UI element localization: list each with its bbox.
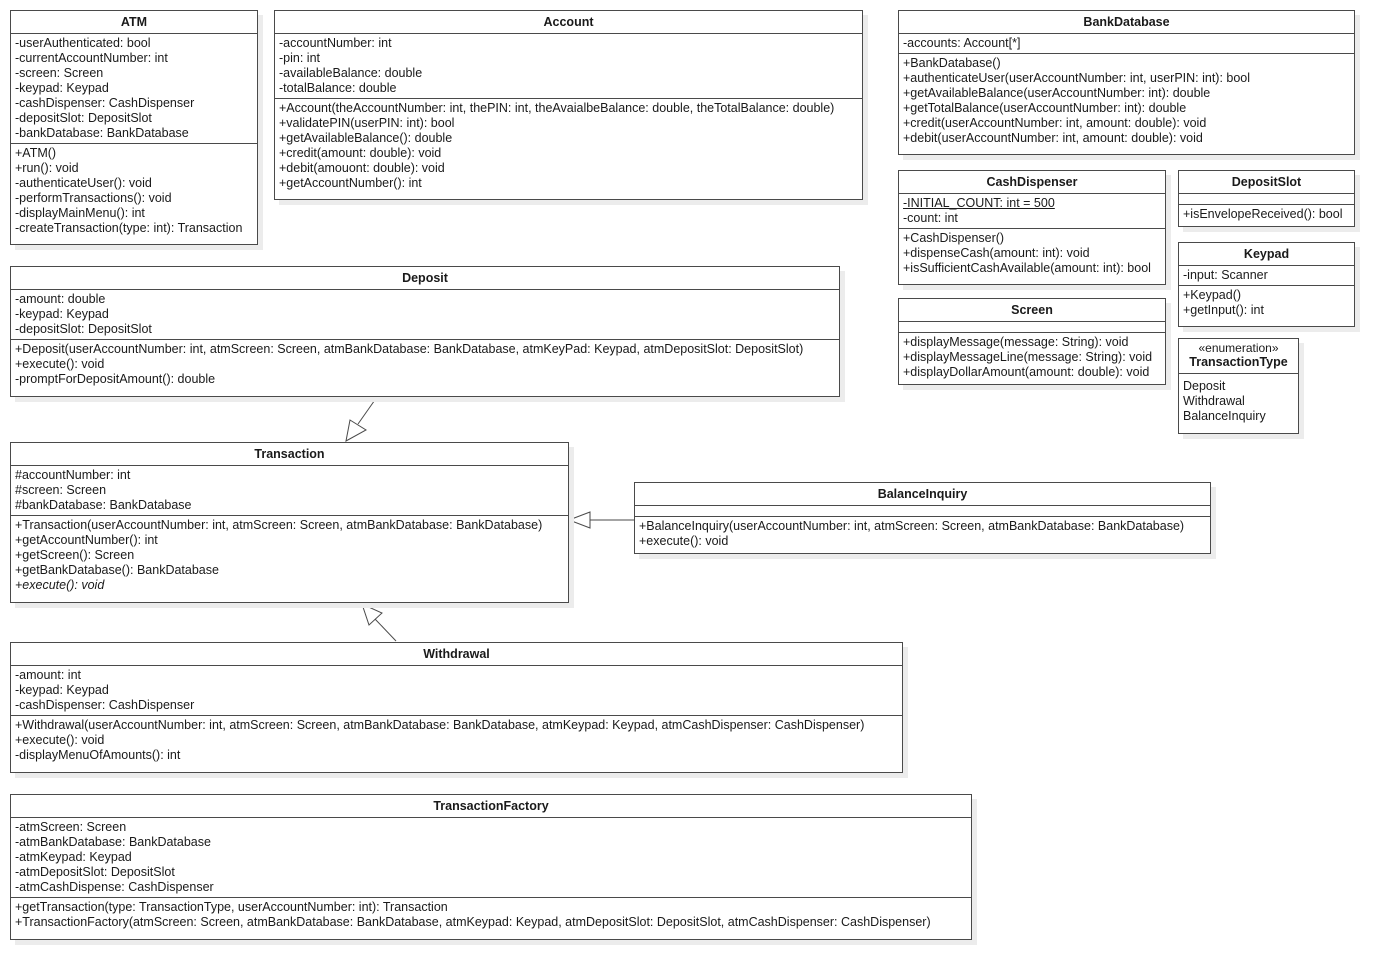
member-row: +getAccountNumber(): int bbox=[279, 176, 422, 190]
attributes-compartment bbox=[11, 818, 971, 897]
class-depositslot[interactable] bbox=[1178, 170, 1355, 227]
member-row: -currentAccountNumber: int bbox=[15, 51, 168, 65]
member-row: -depositSlot: DepositSlot bbox=[15, 111, 152, 125]
member-row: -atmCashDispense: CashDispenser bbox=[15, 880, 214, 894]
member-row: -authenticateUser(): void bbox=[15, 176, 152, 190]
class-name: TransactionFactory bbox=[11, 795, 971, 818]
class-name: BankDatabase bbox=[899, 11, 1354, 34]
member-row: -displayMenuOfAmounts(): int bbox=[15, 748, 181, 762]
member-row: -count: int bbox=[903, 211, 958, 225]
member-row: +CashDispenser() bbox=[903, 231, 1005, 245]
attributes-compartment bbox=[899, 34, 1354, 53]
member-row: +Keypad() bbox=[1183, 288, 1242, 302]
class-transaction[interactable] bbox=[10, 442, 569, 603]
enum-name: TransactionType bbox=[1189, 355, 1288, 369]
attributes-compartment bbox=[899, 322, 1165, 332]
class-name: DepositSlot bbox=[1179, 171, 1354, 194]
member-row: BalanceInquiry bbox=[1183, 409, 1266, 423]
edge-deposit-to-transaction bbox=[358, 397, 377, 424]
member-row: +credit(userAccountNumber: int, amount: double): void bbox=[903, 116, 1207, 130]
member-row: +Transaction(userAccountNumber: int, atmScreen: Screen, atmBankDatabase: BankDatabase) bbox=[15, 518, 543, 532]
class-atm[interactable] bbox=[10, 10, 258, 245]
member-row: +getBankDatabase(): BankDatabase bbox=[15, 563, 219, 577]
operations-compartment bbox=[899, 332, 1165, 382]
member-row: -atmDepositSlot: DepositSlot bbox=[15, 865, 175, 879]
member-row: +Withdrawal(userAccountNumber: int, atmScreen: Screen, atmBankDatabase: BankDatabase, atmKeypad: Keypad, atmCashDispenser: CashDispenser) bbox=[15, 718, 865, 732]
member-row: +debit(amouont: double): void bbox=[279, 161, 445, 175]
operations-compartment bbox=[899, 53, 1354, 148]
class-screen[interactable] bbox=[898, 298, 1166, 385]
member-row: +displayMessageLine(message: String): void bbox=[903, 350, 1153, 364]
member-row: -atmScreen: Screen bbox=[15, 820, 127, 834]
class-name: CashDispenser bbox=[899, 171, 1165, 194]
class-name: Keypad bbox=[1179, 243, 1354, 266]
attributes-compartment bbox=[11, 466, 568, 515]
attributes-compartment bbox=[11, 666, 902, 715]
member-row: +isSufficientCashAvailable(amount: int): bool bbox=[903, 261, 1151, 275]
member-row: +execute(): void bbox=[15, 357, 105, 371]
member-row: -depositSlot: DepositSlot bbox=[15, 322, 152, 336]
operations-compartment bbox=[1179, 285, 1354, 320]
generalization-arrowhead-deposit bbox=[346, 420, 366, 441]
generalization-arrowhead-withdrawal bbox=[362, 604, 382, 625]
class-cashdispenser[interactable] bbox=[898, 170, 1166, 285]
operations-compartment bbox=[11, 715, 902, 765]
member-row: -cashDispenser: CashDispenser bbox=[15, 96, 195, 110]
member-row: +getTransaction(type: TransactionType, userAccountNumber: int): Transaction bbox=[15, 900, 448, 914]
class-name: Transaction bbox=[11, 443, 568, 466]
member-row: +execute(): void bbox=[15, 578, 105, 592]
generalization-arrowhead-balanceinquiry bbox=[569, 512, 590, 528]
member-row: -keypad: Keypad bbox=[15, 307, 109, 321]
member-row: +TransactionFactory(atmScreen: Screen, atmBankDatabase: BankDatabase, atmKeypad: Keypad, atmDepositSlot: DepositSlot, atmCashDispenser: CashDispenser) bbox=[15, 915, 931, 929]
enum-transactiontype[interactable] bbox=[1178, 338, 1299, 434]
class-name: Withdrawal bbox=[11, 643, 902, 666]
class-name: Deposit bbox=[11, 267, 839, 290]
member-row: +ATM() bbox=[15, 146, 57, 160]
member-row: +validatePIN(userPIN: int): bool bbox=[279, 116, 455, 130]
member-row: +debit(userAccountNumber: int, amount: double): void bbox=[903, 131, 1203, 145]
member-row: +Deposit(userAccountNumber: int, atmScreen: Screen, atmBankDatabase: BankDatabase, atmKeyPad: Keypad, atmDepositSlot: DepositSlot) bbox=[15, 342, 804, 356]
member-row: -bankDatabase: BankDatabase bbox=[15, 126, 189, 140]
operations-compartment bbox=[11, 339, 839, 389]
class-deposit[interactable] bbox=[10, 266, 840, 397]
operations-compartment bbox=[11, 897, 971, 932]
member-row: +execute(): void bbox=[639, 534, 729, 548]
attributes-compartment bbox=[11, 34, 257, 143]
member-row: -screen: Screen bbox=[15, 66, 104, 80]
member-row: -atmKeypad: Keypad bbox=[15, 850, 132, 864]
member-row: -keypad: Keypad bbox=[15, 81, 109, 95]
operations-compartment bbox=[11, 515, 568, 595]
member-row: +credit(amount: double): void bbox=[279, 146, 442, 160]
member-row: +getAvailableBalance(userAccountNumber: int): double bbox=[903, 86, 1211, 100]
member-row: -amount: double bbox=[15, 292, 106, 306]
enum-stereotype: «enumeration» bbox=[1198, 341, 1279, 355]
member-row: -createTransaction(type: int): Transaction bbox=[15, 221, 243, 235]
member-row: -totalBalance: double bbox=[279, 81, 397, 95]
class-balanceinquiry[interactable] bbox=[634, 482, 1211, 554]
member-row: -accounts: Account[*] bbox=[903, 36, 1021, 50]
class-bankdatabase[interactable] bbox=[898, 10, 1355, 155]
member-row: +getInput(): int bbox=[1183, 303, 1264, 317]
member-row: #screen: Screen bbox=[15, 483, 107, 497]
attributes-compartment bbox=[11, 290, 839, 339]
member-row: -availableBalance: double bbox=[279, 66, 423, 80]
class-withdrawal[interactable] bbox=[10, 642, 903, 773]
member-row: -INITIAL_COUNT: int = 500 bbox=[903, 196, 1055, 210]
member-row: +BalanceInquiry(userAccountNumber: int, atmScreen: Screen, atmBankDatabase: BankDatabase) bbox=[639, 519, 1185, 533]
attributes-compartment bbox=[275, 34, 862, 98]
member-row: +authenticateUser(userAccountNumber: int, userPIN: int): bool bbox=[903, 71, 1251, 85]
class-name: Screen bbox=[899, 299, 1165, 322]
member-row: +getAvailableBalance(): double bbox=[279, 131, 453, 145]
class-name: Account bbox=[275, 11, 862, 34]
member-row: -input: Scanner bbox=[1183, 268, 1268, 282]
member-row: -cashDispenser: CashDispenser bbox=[15, 698, 195, 712]
member-row: +getScreen(): Screen bbox=[15, 548, 135, 562]
member-row: +displayDollarAmount(amount: double): void bbox=[903, 365, 1150, 379]
member-row: +getTotalBalance(userAccountNumber: int): double bbox=[903, 101, 1187, 115]
member-row: +run(): void bbox=[15, 161, 79, 175]
class-name: ATM bbox=[11, 11, 257, 34]
member-row: +BankDatabase() bbox=[903, 56, 1001, 70]
member-row: +dispenseCash(amount: int): void bbox=[903, 246, 1090, 260]
class-account[interactable] bbox=[274, 10, 863, 200]
operations-compartment bbox=[275, 98, 862, 193]
class-name: BalanceInquiry bbox=[635, 483, 1210, 506]
operations-compartment bbox=[11, 143, 257, 238]
attributes-compartment bbox=[1179, 194, 1354, 204]
member-row: +execute(): void bbox=[15, 733, 105, 747]
class-transactionfactory[interactable] bbox=[10, 794, 972, 940]
member-row: -atmBankDatabase: BankDatabase bbox=[15, 835, 211, 849]
operations-compartment bbox=[899, 228, 1165, 278]
member-row: -performTransactions(): void bbox=[15, 191, 172, 205]
member-row: Withdrawal bbox=[1183, 394, 1245, 408]
member-row: -pin: int bbox=[279, 51, 320, 65]
attributes-compartment bbox=[1179, 266, 1354, 285]
member-row: +isEnvelopeReceived(): bool bbox=[1183, 207, 1343, 221]
enum-header bbox=[1179, 339, 1298, 374]
class-keypad[interactable] bbox=[1178, 242, 1355, 327]
member-row: -userAuthenticated: bool bbox=[15, 36, 151, 50]
operations-compartment bbox=[635, 516, 1210, 551]
literals-compartment bbox=[1179, 374, 1298, 426]
member-row: #accountNumber: int bbox=[15, 468, 131, 482]
member-row: +displayMessage(message: String): void bbox=[903, 335, 1129, 349]
member-row: -keypad: Keypad bbox=[15, 683, 109, 697]
member-row: #bankDatabase: BankDatabase bbox=[15, 498, 192, 512]
operations-compartment bbox=[1179, 204, 1354, 224]
member-row: +Account(theAccountNumber: int, thePIN: int, theAvaialbeBalance: double, theTotalBalance: double) bbox=[279, 101, 835, 115]
member-row: Deposit bbox=[1183, 379, 1226, 393]
member-row: -displayMainMenu(): int bbox=[15, 206, 145, 220]
member-row: -promptForDepositAmount(): double bbox=[15, 372, 216, 386]
edge-withdrawal-to-transaction bbox=[375, 619, 396, 641]
member-row: -accountNumber: int bbox=[279, 36, 392, 50]
attributes-compartment bbox=[635, 506, 1210, 516]
attributes-compartment bbox=[899, 194, 1165, 228]
member-row: -amount: int bbox=[15, 668, 82, 682]
member-row: +getAccountNumber(): int bbox=[15, 533, 158, 547]
